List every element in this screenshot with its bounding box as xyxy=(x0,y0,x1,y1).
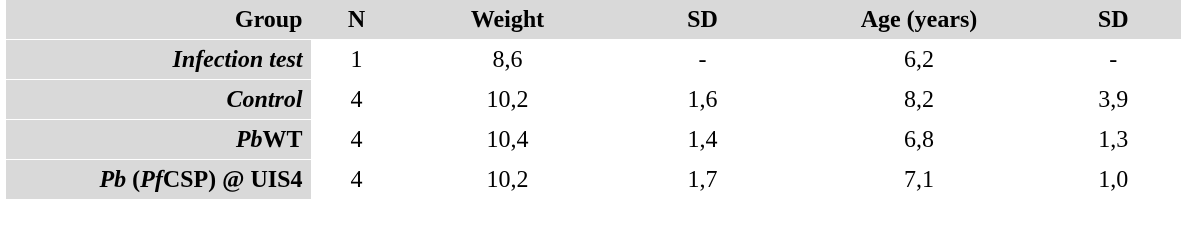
weight-cell: 8,6 xyxy=(403,40,613,80)
header-row xyxy=(6,0,1182,40)
group-label-part: ( xyxy=(126,166,141,193)
header-group: Group xyxy=(6,0,311,40)
n-cell: 1 xyxy=(311,40,403,80)
sd-age-cell: - xyxy=(1046,40,1182,80)
sd-weight-cell: - xyxy=(613,40,793,80)
sd-weight-cell: 1,6 xyxy=(613,80,793,120)
group-label-part: Control xyxy=(226,86,303,113)
group-label-part: CSP) @ UIS4 xyxy=(162,166,303,193)
group-cell xyxy=(6,80,311,120)
sd-weight-cell: 1,4 xyxy=(613,120,793,160)
weight-cell: 10,2 xyxy=(403,80,613,120)
n-cell: 4 xyxy=(311,160,403,200)
age-cell: 7,1 xyxy=(793,160,1046,200)
group-cell xyxy=(6,160,311,200)
age-cell: 6,2 xyxy=(793,40,1046,80)
group-cell xyxy=(6,120,311,160)
sd-weight-cell: 1,7 xyxy=(613,160,793,200)
group-label-part: WT xyxy=(262,126,303,153)
group-label-part: Pf xyxy=(140,166,163,193)
weight-cell: 10,4 xyxy=(403,120,613,160)
header-age: Age (years) xyxy=(793,0,1046,40)
header-sd-age: SD xyxy=(1046,0,1182,40)
group-label-part: Infection test xyxy=(172,46,303,73)
table-row xyxy=(6,160,1182,200)
n-cell: 4 xyxy=(311,120,403,160)
age-cell: 6,8 xyxy=(793,120,1046,160)
n-cell: 4 xyxy=(311,80,403,120)
table-row xyxy=(6,40,1182,80)
group-cell xyxy=(6,40,311,80)
table-row xyxy=(6,80,1182,120)
table-row xyxy=(6,120,1182,160)
age-cell: 8,2 xyxy=(793,80,1046,120)
sd-age-cell: 1,0 xyxy=(1046,160,1182,200)
sd-age-cell: 3,9 xyxy=(1046,80,1182,120)
header-weight: Weight xyxy=(403,0,613,40)
header-sd-weight: SD xyxy=(613,0,793,40)
data-table xyxy=(5,0,1182,200)
sd-age-cell: 1,3 xyxy=(1046,120,1182,160)
header-n: N xyxy=(311,0,403,40)
weight-cell: 10,2 xyxy=(403,160,613,200)
group-label-part: Pb xyxy=(235,126,263,153)
group-label-part: Pb xyxy=(99,166,127,193)
